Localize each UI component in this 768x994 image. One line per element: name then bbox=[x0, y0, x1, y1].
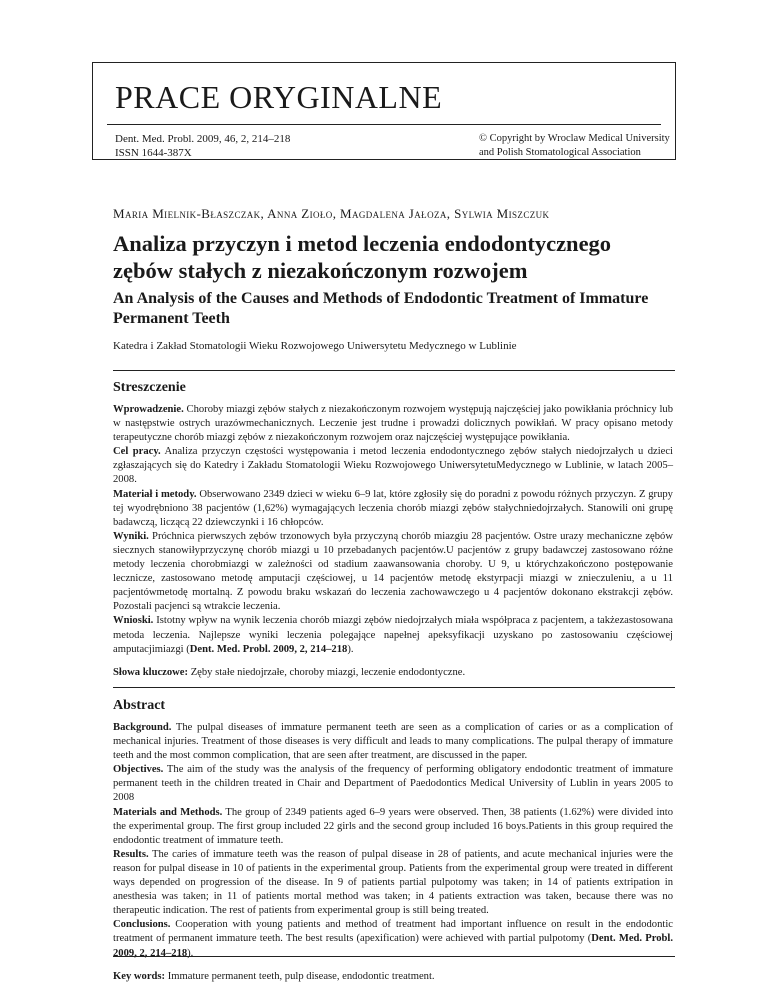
streszczenie-conclusions: Wnioski. Istotny wpływ na wynik leczenia chorób miazgi zębów niedojrzałych miała współpraca z pacjentem, a takżezastosowana metoda leczenia. Najlepsze wyniki leczenia polegające napełnej apeksyfikacji uzyskano po zastosowaniu częściowej amputacjimiazgi (Dent. Med. Probl. 2009, 2, 214–218). bbox=[113, 615, 673, 655]
streszczenie-heading: Streszczenie bbox=[113, 380, 186, 395]
copyright-line-1: © Copyright by Wroclaw Medical University bbox=[479, 133, 670, 144]
abstract-results: Results. The caries of immature teeth was the reason of pulpal disease in 28 of patients, and acute mechanical injuries were the reason for pulpal disease in 10 of patients in the experimental group. Patients from the experimental group were treated in different ways depended on progression of the disease. In 9 of patients partial pulpotomy was taken; in 14 of patients extripation in anesthesia was taken; in 11 of patients mortal method was taken; in 4 patients extraction was taken, because there was no therapeutic indication. The rest of patients from experimental group is still being treated. bbox=[113, 848, 673, 917]
streszczenie-methods: Materiał i metody. Obserwowano 2349 dzieci w wieku 6–9 lat, które zgłosiły się do poradni z powodu różnych przyczyn. Z grupy tej wyodrębniono 38 pacjentów (1,62%) wymagających leczenia chorób miazgi zębów stałychniedojrzałych. Stanowili oni grupę badawczą, liczącą 22 dziewczynki i 16 chłopców. bbox=[113, 488, 673, 528]
streszczenie-section bbox=[113, 379, 673, 680]
streszczenie-results: Wyniki. Próchnica pierwszych zębów trzonowych była przyczyną chorób miazgiu 28 pacjentów. Ostre urazy mechaniczne zębów siecznych stanowiłyprzyczynę chorób miazgi u 10 przebadanych pacjentów.U pacjentów z grupy badawczej zastosowano różne metody leczenia chorobmiazgi w zależności od stadium zaawansowania choroby. U 9, u którychzakończono postępowanie lecznicze, zastosowano metodę amputacji częściowej, u 14 pacjentów metodę ekstyrpacji miazgi w znieczuleniu, a u 11 pacjentówmetodę mortalną. Z powodu braku wskazań do leczenia zachowawczego u 4 pacjentów dokonano ekstrakcji zębów. Pozostali pacjenci są wtrakcie leczenia. bbox=[113, 530, 673, 613]
abstract-objectives: Objectives. The aim of the study was the analysis of the frequency of performing obligatory endodontic treatment of immature permanent teeth in the children treated in Chair and Department of Paedodontics Medical University of Lublin in years 2005 to 2008 bbox=[113, 764, 673, 804]
copyright-line-2: and Polish Stomatological Association bbox=[479, 147, 641, 158]
citation: Dent. Med. Probl. 2009, 46, 2, 214–218 bbox=[115, 133, 291, 145]
copyright-block bbox=[479, 132, 670, 160]
divider-top bbox=[113, 370, 675, 371]
streszczenie-intro: Wprowadzenie. Choroby miazgi zębów stałych z niezakończonym rozwojem występują najczęściej jako powikłania próchnicy lub w następstwie ostrych urazówmechanicznych. Leczenie jest trudne i prowadzi dolicznych powikłań. W pracy opisano metody terapeutyczne chorób miazgi zębów z niezakończonym rozwojem oraz najczęściej występujące powikłania. bbox=[113, 404, 673, 444]
abstract-conclusions: Conclusions. Cooperation with young patients and method of treatment had important influence on result in the endodontic treatment of permanent immature teeth. The best results (apexification) were achieved with partial pulpotomy (Dent. Med. Probl. 2009, 2, 214–218). bbox=[113, 919, 673, 959]
divider-bottom bbox=[113, 956, 675, 957]
header-divider bbox=[107, 124, 661, 125]
citation-block bbox=[115, 132, 290, 160]
title-polish: Analiza przyczyn i metod leczenia endodontycznego zębów stałych z niezakończonym rozwojem bbox=[113, 231, 612, 283]
affiliation: Katedra i Zakład Stomatologii Wieku Rozwojowego Uniwersytetu Medycznego w Lublinie bbox=[113, 340, 517, 352]
abstract-background: Background. The pulpal diseases of immature permanent teeth are seen as a complication of caries or as a complication of mechanical injuries. Treatment of those diseases is very difficult and leads to many complications. The pulpal therapy of immature teeth and the most common complication, that are seen after treatment, are discussed in the paper. bbox=[113, 722, 673, 762]
abstract-keywords: Key words: Immature permanent teeth, pulp disease, endodontic treatment. bbox=[113, 970, 435, 982]
journal-header-box bbox=[92, 62, 676, 160]
abstract-methods: Materials and Methods. The group of 2349 patients aged 6–9 years were observed. Then, 38 patients (1.62%) were divided into the experimental group. The first group included 22 girls and the second group included 16 boys.Patients in this group required the endodontic treatment of immature teeth. bbox=[113, 806, 674, 846]
abstract-heading: Abstract bbox=[113, 698, 166, 713]
streszczenie-aim: Cel pracy. Analiza przyczyn częstości występowania i metod leczenia endodontycznego zębów stałych niedojrzałych u dzieci zgłaszających się do Katedry i Zakładu Stomatologii Wieku Rozwojowego UniwersytetuMedycznego w Lublinie, w latach 2005–2008. bbox=[113, 446, 673, 486]
abstract-section bbox=[113, 697, 673, 984]
divider-middle bbox=[113, 687, 675, 688]
streszczenie-keywords: Słowa kluczowe: Zęby stałe niedojrzałe, choroby miazgi, leczenie endodontyczne. bbox=[113, 666, 466, 678]
issn: ISSN 1644-387X bbox=[115, 147, 192, 159]
authors: Maria Mielnik-Błaszczak, Anna Zioło, Magdalena Jałoza, Sylwia Miszczuk bbox=[113, 206, 550, 221]
title-english: An Analysis of the Causes and Methods of Endodontic Treatment of Immature Permanent Teeth bbox=[113, 290, 649, 327]
journal-section-title: PRACE ORYGINALNE bbox=[115, 79, 443, 115]
